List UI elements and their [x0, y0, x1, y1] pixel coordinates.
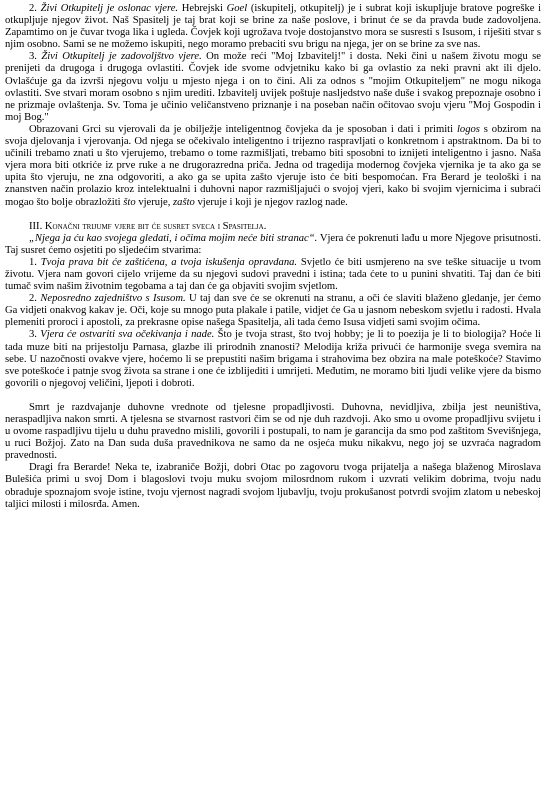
section-heading: [5, 221, 541, 233]
text-run: Svjetlo će biti usmjereno na sve teške situacije u tvom životu. Vjera nam govori cijelo vrijeme da su njegovi sudovi pravedni i istina; tada ćete to u punini shvatiti. Taj dan će biti tumač svim našim životnim tegobama a taj dan će ga objaviti svojim svjetlom.: [5, 256, 541, 293]
paragraph-greeks-logos: [5, 124, 541, 209]
text-run: (iskupitelj, otkupitelj) je i subrat koji iskupljuje bratove pogreške i otkupljuje njegov život. Naš Spasitelj je taj brat koji se brine za naše poslove, i brinut će se da pravda bude zadovoljena. Zapamtimo on je čuvar tvoga lika i ugleda. Čovjek koji ugrožava tvoje dostojanstvo mora se susresti s Isusom, i riješiti stvar s njim osobno. Sami se ne možemo iskupiti, nego moramo prebaciti svu brigu na njega, jer on se brine za sve nas.: [5, 3, 542, 51]
text-run: Obrazovani Grci su vjerovali da je obilježje inteligentnog čovjeka da je sposoban i dati i primiti: [29, 123, 454, 135]
term-goel: Goel: [226, 3, 248, 14]
spacer: [5, 390, 541, 402]
item-title: Vjera će ostvariti sva očekivanja i nade.: [40, 329, 215, 341]
item-title: Živi Otkupitelj je oslonac vjere.: [40, 3, 179, 14]
paragraph-death: Smrt je razdvajanje duhovne vrednote od tjelesne propadljivosti. Duhovna, nevidljiva, zbilja jest neuništiva, neraspadljiva nakon smrti. A tjelesna se stvarnost rastvori čim se od nje duh razdvoji. Ako smo u ovome propadljivu svijetu i u ovome raspadljivu tijelu u duhu pravedno mislili, govorili i postupali, to nam je garancija da smo pod zaštitom Svevišnjega, u ruci Božjoj. Zato na Dan suda duša pravednikova ne samo da ne osjeća muku nikakvu, nego joj se uzvraća nagradom pravednosti.: [5, 401, 541, 462]
item-number: 3.: [29, 51, 37, 63]
paragraph-living-redeemer-satisfaction: [5, 51, 541, 124]
item-title: Tvoja prava bit će zaštićena, a tvoja iskušenja opravdana.: [40, 256, 298, 268]
spacer: [5, 209, 541, 221]
text-run: vjeruje,: [138, 196, 171, 208]
text-run: s obzirom na svoja djelovanja i vjerovanja. Od njega se očekivalo inteligentno i trijezno raspravljati o konkretnom i apstraktnom. Da bi to učinili trebamo znati u što vjerujemo, trebamo o tome razmišljati, trebamo biti sposobni to iznijeti inteligentno i jasno. Naša vjera mora biti otkriće iz prve ruke a ne drugorazredna priča. Jedna od tragedija modernog čovjeka vjernika je ta ako ga se upita što vjeruju, ne zna odgovoriti, a ako ga se upita zašto vjeruje isto će biti bespomoćan. Fra Berard je teološki i na znanstven način prolazio kroz intelektualni i duhovni napor razmišljajući o svojoj vjeri, kako bi svojim vjernicima i subraći mogao što bolje obrazložiti: [5, 123, 541, 208]
scripture-quote: „Njega ja ću kao svojega gledati, i očima mojim neće biti stranac“.: [29, 232, 318, 244]
text-run: Što je tvoja strast, što tvoj hobby; je li to poezija je li to biologija? Hoće li tada muze biti na prijestolju Parnasa, glazbe ili prirodnih znanosti? Melodija križa privući će harmonije svega svemira na sebe. U nazočnosti ovakve vjere, hoćemo li se prepustiti našim brigama i strahovima bez obzira na male poteškoće? Stavimo sve poteškoće i patnje svog života sa strane i one će izblijediti i umrijeti. Međutim, ne moramo biti ljudi velike vjere da bismo govorili o njegovoj veličini, ljepoti i dobroti.: [5, 329, 541, 389]
text-run: U taj dan sve će se okrenuti na stranu, a oči će slaviti blaženo gledanje, jer ćemo Ga vidjeti onakvog kakav je. Oči, koje su mnogo puta plakale i patile, vidjet će Ga u jasnom nebeskom svjetlu i radosti. Hvala plemeniti proroci i apostoli, za prekrasne opise našega Spasitelja, ali tada ćemo Isusa vidjeti sami svojim očima.: [5, 293, 541, 329]
text-run: On može reći "Moj Izbavitelj!" i dosta. Neki čini u našem životu mogu se prenijeti da drugoga i drugoga ovlastiti. Čovjek ide svome odvjetniku kako bi ga ovlastio za neki pravni akt ili djelo. Ovlašćuje ga da izvrši njegovu volju u mjesto njega i on to čini. Ali za odnos s "mojim Otkupiteljem" ne mogu nikoga ovlastiti. Sve stvari moram osobno s njim urediti. Izbavitelj uvijek poštuje nasljedstvo naše duše i svakog prepoznaje osobno i ne prizmaje ovlaštenja. Sv. Toma je učinio veličanstveno priznanje i na poseban način očitovao svoju vjeru "Moj Gospodin i moj Bog.": [5, 51, 541, 123]
item-title: Neposredno zajedništvo s Isusom.: [40, 293, 186, 305]
item-title: Živi Otkupitelj je zadovoljštvo vjere.: [41, 51, 202, 63]
text-run: Vjera će pokrenuti lađu u more Njegove prisutnosti. Taj susret ćemo osjetiti po sljedećim stvarima:: [5, 232, 541, 256]
item-number: 2.: [29, 3, 37, 14]
paragraph-item-3: [5, 329, 541, 389]
paragraph-quote-intro: [5, 233, 541, 257]
term-zasto: zašto: [173, 196, 195, 208]
text-run: Hebrejski: [181, 3, 223, 14]
item-number: 3.: [29, 329, 37, 341]
paragraph-item-1: [5, 257, 541, 293]
term-logos: logos: [456, 123, 480, 135]
term-sto: što: [123, 196, 136, 208]
paragraph-item-2: [5, 293, 541, 329]
paragraph-living-redeemer-support: [5, 3, 541, 51]
paragraph-prayer: Dragi fra Berarde! Neka te, izabraniče Božji, dobri Otac po zagovoru tvoga prijatelja a našega blaženog Miroslava Bulešića primi u svoj Dom i blagoslovi tvoju muku svojom milosrdnom rukom i uzvrati velikim dobrima, tvoju nadu obraduje spoznajom svoje istine, tvoju vjernost nagradi svojom ljubavlju, tvoju prokušanost potvrdi svojim zlatom u nebeskoj taljici milosti i milosrđa. Amen.: [5, 462, 541, 510]
item-number: 1.: [29, 256, 37, 268]
section-heading-text: III. Konačni trijumf vjere bit će susret sveca i Spasitelja.: [29, 220, 267, 232]
item-number: 2.: [29, 293, 37, 305]
text-run: vjeruje i koji je njegov razlog nade.: [197, 196, 348, 208]
